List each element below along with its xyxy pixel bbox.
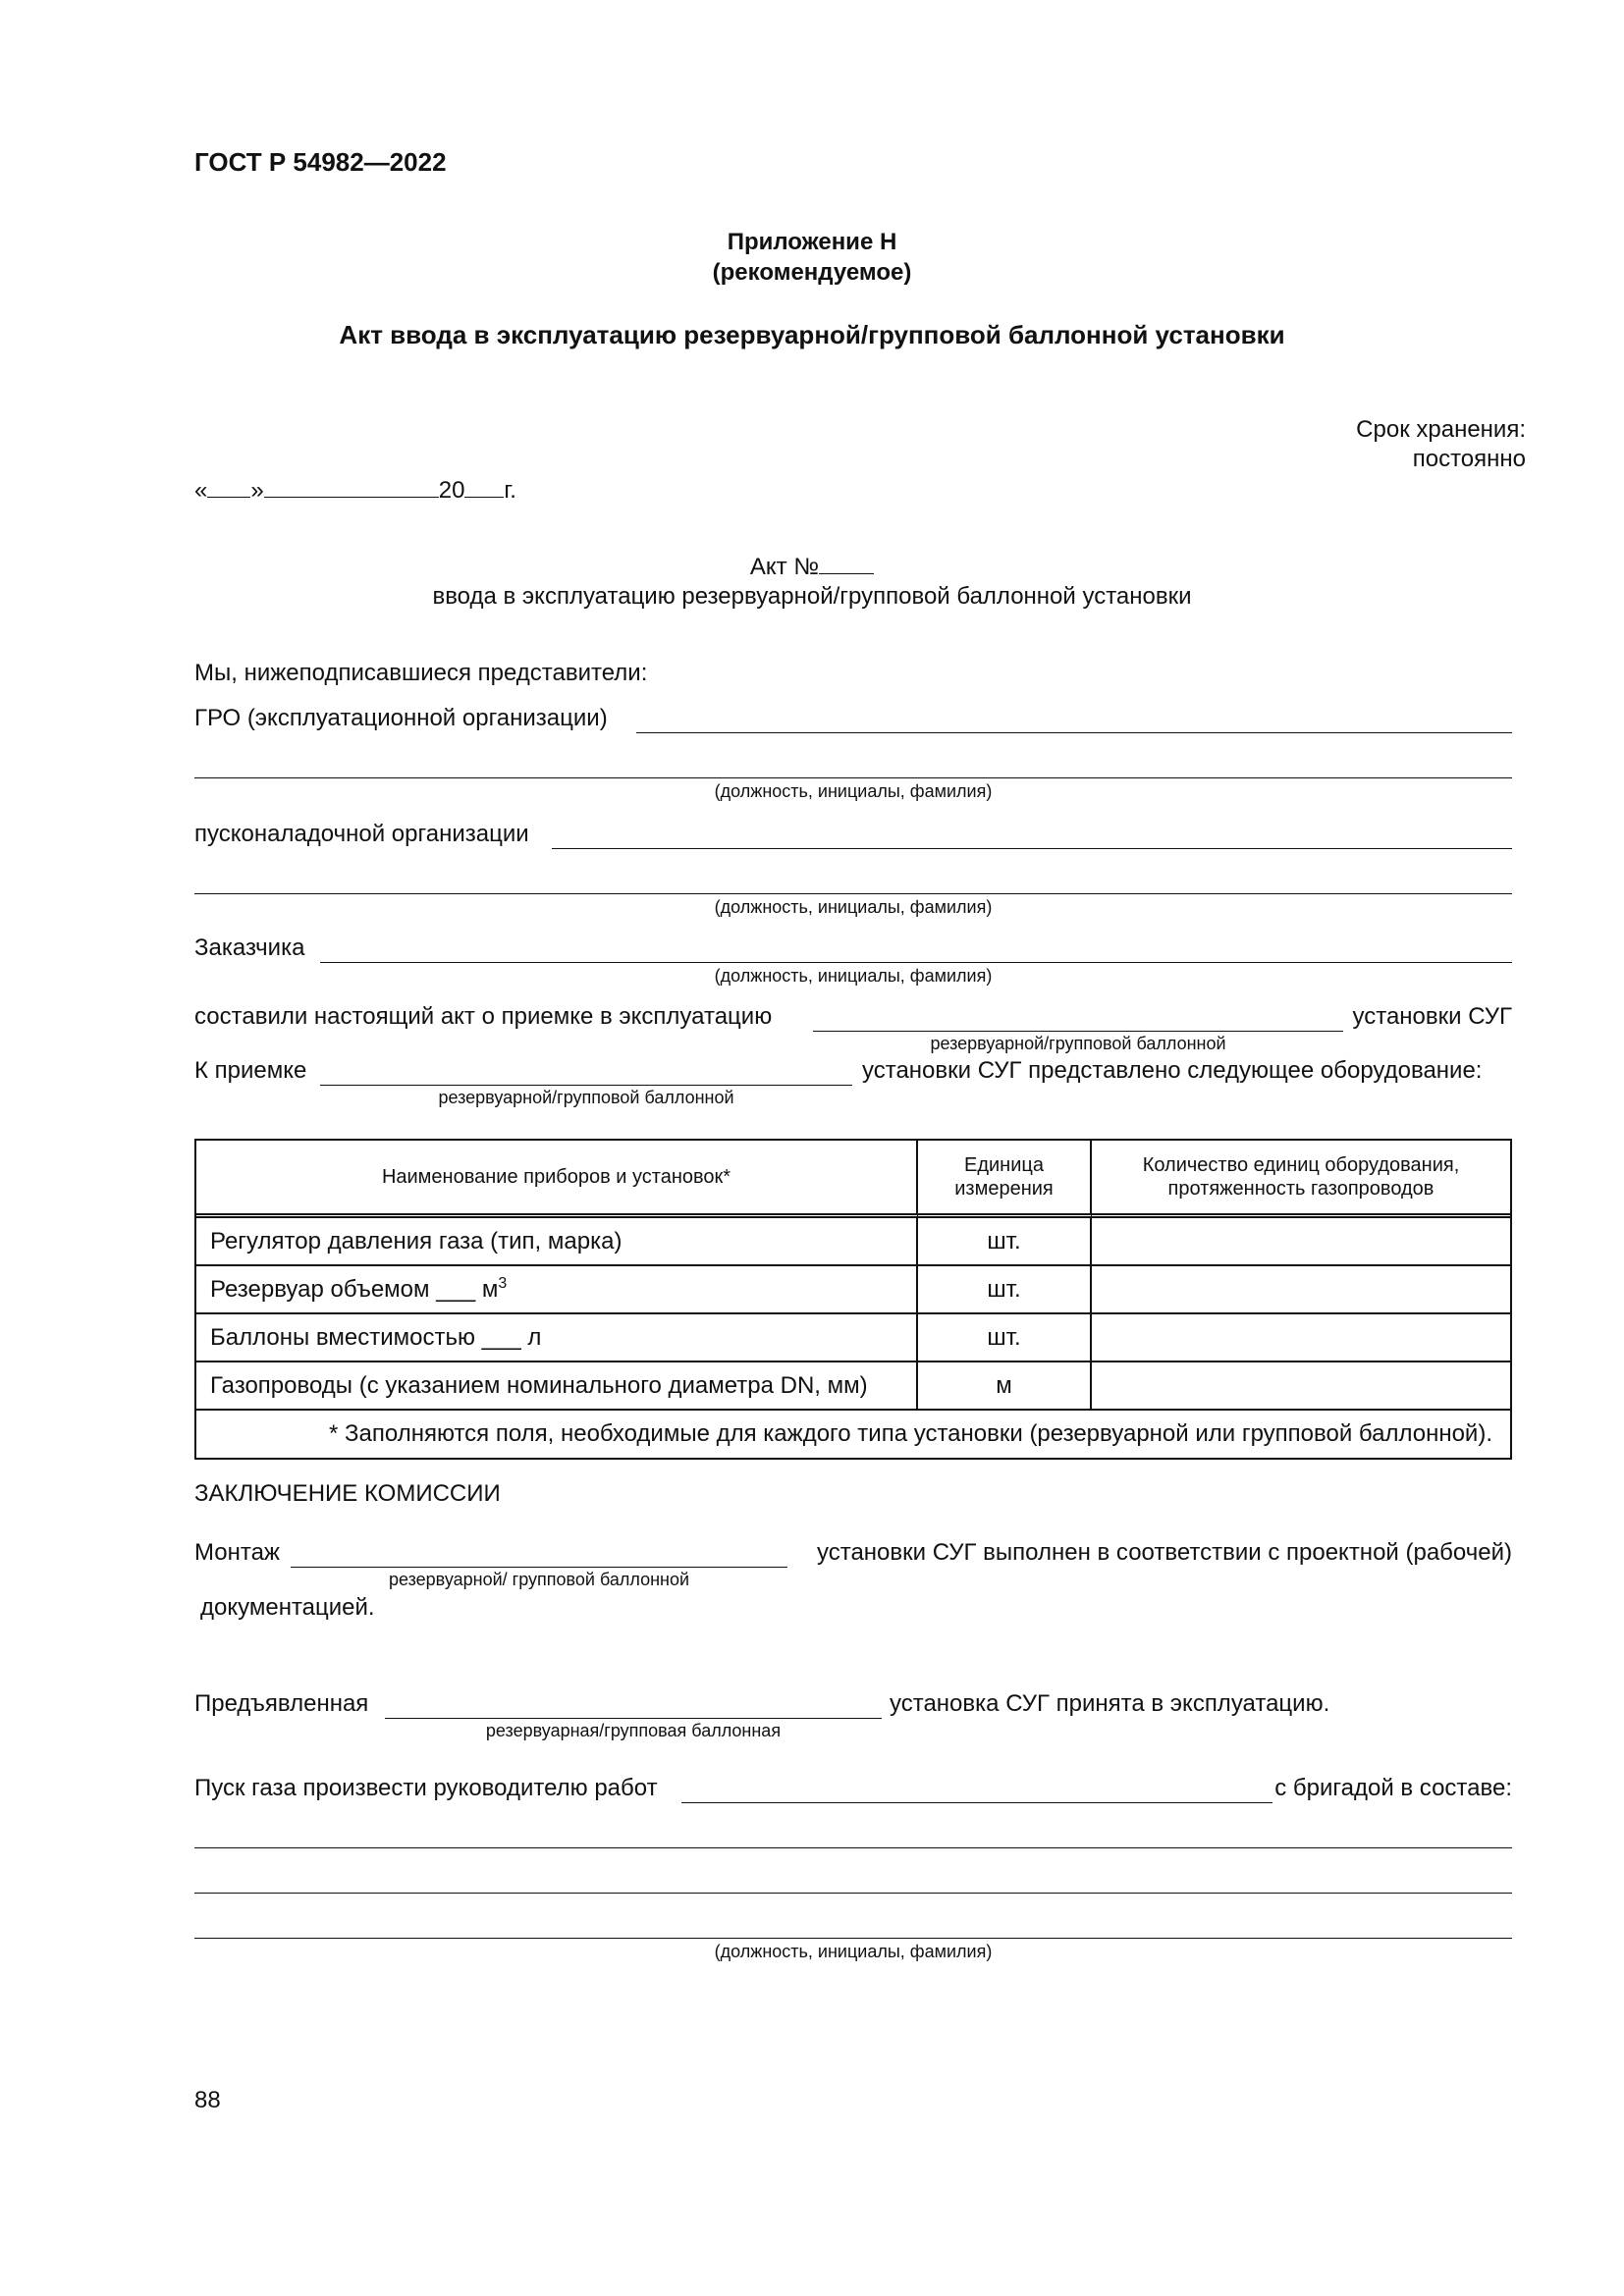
date-line	[194, 477, 516, 505]
row-unit: м	[918, 1362, 1092, 1411]
gro-label: ГРО (эксплуатационной организации)	[194, 705, 608, 731]
acceptance-suffix: установки СУГ представлено следующее оборудование:	[862, 1057, 1483, 1084]
equipment-table	[194, 1139, 1512, 1460]
act-number	[0, 554, 1624, 581]
compiled-text: составили настоящий акт о приемке в эксплуатацию	[194, 1003, 773, 1030]
row-qty-cell[interactable]	[1092, 1314, 1510, 1362]
compiled-caption: резервуарной/групповой баллонной	[930, 1034, 1226, 1053]
mount-suffix: установки СУГ выполнен в соответствии с проектной (рабочей)	[817, 1539, 1512, 1566]
crew-blank-3[interactable]	[194, 1938, 1512, 1939]
gas-start-suffix: с бригадой в составе:	[1274, 1775, 1512, 1801]
year-suffix: г.	[504, 477, 516, 504]
row-name-text: Резервуар объемом ___ м	[210, 1276, 499, 1303]
customer-label: Заказчика	[194, 934, 305, 961]
row-unit: шт.	[918, 1218, 1092, 1266]
table-row	[196, 1362, 1510, 1411]
presented-prefix: Предъявленная	[194, 1690, 369, 1717]
row-name: Регулятор давления газа (тип, марка)	[196, 1218, 918, 1266]
day-blank[interactable]	[207, 497, 250, 498]
customer-caption: (должность, инициалы, фамилия)	[714, 966, 993, 986]
acceptance-prefix: К приемке	[194, 1057, 307, 1084]
gas-supervisor-blank[interactable]	[681, 1802, 1272, 1803]
act-subtitle: ввода в эксплуатацию резервуарной/групповой баллонной установки	[432, 583, 1192, 610]
crew-blank-1[interactable]	[194, 1847, 1512, 1848]
act-number-blank[interactable]	[819, 573, 874, 574]
table-note: * Заполняются поля, необходимые для каждого типа установки (резервуарной или групповой баллонной).	[329, 1420, 1492, 1447]
gas-start-prefix: Пуск газа произвести руководителю работ	[194, 1775, 658, 1801]
col-qty-header-line2: протяженность газопроводов	[1167, 1178, 1435, 1200]
row-qty-cell[interactable]	[1092, 1362, 1510, 1411]
gro-blank[interactable]	[636, 732, 1512, 733]
gro-caption: (должность, инициалы, фамилия)	[714, 781, 993, 801]
commissioning-caption: (должность, инициалы, фамилия)	[714, 897, 993, 917]
year-prefix: 20	[438, 477, 465, 504]
gro-second-blank[interactable]	[194, 777, 1512, 778]
row-name: Газопроводы (с указанием номинального диаметра DN, мм)	[196, 1362, 918, 1411]
presented-type-blank[interactable]	[385, 1718, 882, 1719]
appendix-heading: Акт ввода в эксплуатацию резервуарной/групповой баллонной установки	[339, 320, 1285, 349]
table-note-row	[196, 1411, 1510, 1458]
presented-suffix: установка СУГ принята в эксплуатацию.	[890, 1690, 1330, 1717]
table-row	[196, 1314, 1510, 1362]
storage-value: постоянно	[1412, 446, 1526, 472]
compiled-type-blank[interactable]	[813, 1031, 1343, 1032]
presented-caption: резервуарная/групповая баллонная	[485, 1721, 782, 1740]
date-quote-close: »	[250, 477, 264, 504]
col-name-header: Наименование приборов и установок*	[196, 1141, 918, 1218]
intro-text: Мы, нижеподписавшиеся представители:	[194, 660, 648, 686]
crew-caption: (должность, инициалы, фамилия)	[714, 1942, 993, 1961]
commissioning-second-blank[interactable]	[194, 893, 1512, 894]
row-qty-cell[interactable]	[1092, 1218, 1510, 1266]
acceptance-caption: резервуарной/групповой баллонной	[438, 1088, 734, 1107]
page-number: 88	[194, 2087, 221, 2113]
date-quote-open: «	[194, 477, 208, 504]
col-unit-header-line2: измерения	[954, 1178, 1054, 1200]
commissioning-blank[interactable]	[552, 848, 1512, 849]
mount-caption: резервуарной/ групповой баллонной	[388, 1570, 690, 1589]
month-blank[interactable]	[264, 497, 439, 498]
table-row	[196, 1218, 1510, 1266]
storage-label: Срок хранения:	[1356, 416, 1526, 443]
col-unit-header	[918, 1141, 1092, 1218]
col-unit-header-line1: Единица	[964, 1154, 1044, 1176]
document-code: ГОСТ Р 54982—2022	[194, 147, 447, 177]
act-number-label: Акт №	[749, 554, 820, 580]
year-blank[interactable]	[464, 497, 504, 498]
row-unit: шт.	[918, 1266, 1092, 1314]
conclusion-title: ЗАКЛЮЧЕНИЕ КОМИССИИ	[194, 1480, 501, 1507]
appendix-subtitle: (рекомендуемое)	[712, 259, 912, 286]
row-name	[196, 1266, 918, 1314]
acceptance-type-blank[interactable]	[320, 1085, 852, 1086]
mount-type-blank[interactable]	[291, 1567, 787, 1568]
table-header-row	[196, 1141, 1510, 1218]
appendix-title: Приложение Н	[727, 229, 897, 255]
table-row	[196, 1266, 1510, 1314]
mount-end: документацией.	[200, 1594, 375, 1621]
compiled-suffix: установки СУГ	[1352, 1003, 1512, 1030]
row-unit: шт.	[918, 1314, 1092, 1362]
row-name: Баллоны вместимостью ___ л	[196, 1314, 918, 1362]
commissioning-label: пусконаладочной организации	[194, 821, 529, 847]
customer-blank[interactable]	[320, 962, 1512, 963]
col-qty-header-line1: Количество единиц оборудования,	[1142, 1154, 1460, 1176]
mount-prefix: Монтаж	[194, 1539, 280, 1566]
col-qty-header	[1092, 1141, 1510, 1218]
crew-blank-2[interactable]	[194, 1893, 1512, 1894]
row-qty-cell[interactable]	[1092, 1266, 1510, 1314]
row-name-superscript: 3	[498, 1275, 508, 1292]
